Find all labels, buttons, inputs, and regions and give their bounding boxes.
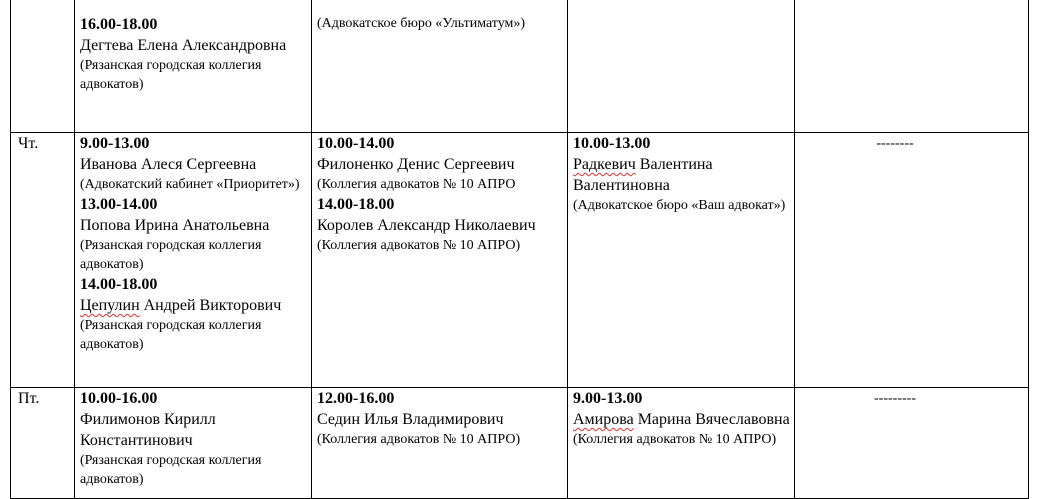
time-range: 10.00-16.00 — [80, 390, 158, 407]
table-row — [11, 133, 1029, 388]
lawyer-name: Амирова Марина Вячеславовна — [573, 411, 790, 428]
lawyer-entry — [80, 133, 307, 194]
lawyer-name: Попова Ирина Анатольевна — [80, 217, 270, 234]
lawyer-entry — [317, 388, 563, 449]
time-range: 9.00-13.00 — [573, 390, 643, 407]
organization: (Рязанская городская коллегия адвокатов) — [80, 453, 262, 487]
schedule-cell — [568, 133, 795, 388]
schedule-cell — [795, 0, 1029, 133]
time-range: 14.00-18.00 — [80, 276, 158, 293]
lawyer-name: Седин Илья Владимирович — [317, 411, 504, 428]
spellcheck-flagged-word: Амирова — [573, 411, 634, 428]
schedule-cell — [75, 388, 312, 499]
spellcheck-flagged-word: Цепулин — [80, 297, 140, 314]
empty-placeholder: --------- — [874, 391, 916, 406]
schedule-cell — [312, 0, 568, 133]
organization: (Рязанская городская коллегия адвокатов) — [80, 238, 262, 272]
organization: (Рязанская городская коллегия адвокатов) — [80, 58, 262, 92]
table-row — [11, 388, 1029, 499]
organization: (Коллегия адвокатов № 10 АПРО) — [317, 432, 521, 447]
lawyer-name: Цепулин Андрей Викторович — [80, 297, 282, 314]
table-row — [11, 0, 1029, 133]
schedule-cell — [795, 388, 1029, 499]
organization: (Адвокатское бюро «Ваш адвокат») — [573, 198, 786, 213]
schedule-cell — [312, 388, 568, 499]
schedule-cell — [75, 133, 312, 388]
time-range: 12.00-16.00 — [317, 390, 395, 407]
time-range: 13.00-14.00 — [80, 196, 158, 213]
organization: (Рязанская городская коллегия адвокатов) — [80, 318, 262, 352]
lawyer-entry — [317, 194, 563, 255]
empty-placeholder: -------- — [876, 136, 914, 151]
schedule-cell — [75, 0, 312, 133]
time-range: 14.00-18.00 — [317, 196, 395, 213]
organization: (Адвокатское бюро «Ультиматум») — [317, 16, 526, 31]
lawyer-name: Дегтева Елена Александровна — [80, 37, 287, 54]
schedule-cell — [568, 0, 795, 133]
day-cell — [11, 0, 75, 133]
schedule-cell — [312, 133, 568, 388]
lawyer-name: Филимонов Кирилл Константинович — [80, 411, 216, 449]
time-range: 9.00-13.00 — [80, 135, 150, 152]
day-cell — [11, 133, 75, 388]
duty-schedule-table — [10, 0, 1029, 499]
lawyer-entry — [573, 133, 790, 215]
organization: (Коллегия адвокатов № 10 АПРО) — [573, 432, 777, 447]
organization: (Коллегия адвокатов № 10 АПРО — [317, 177, 516, 192]
time-range: 10.00-14.00 — [317, 135, 395, 152]
lawyer-name: Королев Александр Николаевич — [317, 217, 536, 234]
organization: (Коллегия адвокатов № 10 АПРО) — [317, 238, 521, 253]
day-label: Чт. — [18, 135, 39, 152]
lawyer-entry — [80, 388, 307, 489]
lawyer-name: Радкевич Валентина Валентиновна — [573, 156, 713, 194]
lawyer-name: Иванова Алеся Сергеевна — [80, 156, 257, 173]
organization: (Адвокатский кабинет «Приоритет») — [80, 177, 300, 192]
lawyer-entry — [573, 388, 790, 449]
day-label: Пт. — [18, 390, 40, 407]
time-range: 10.00-13.00 — [573, 135, 651, 152]
spellcheck-flagged-word: Радкевич — [573, 156, 636, 173]
lawyer-name: Филоненко Денис Сергеевич — [317, 156, 515, 173]
time-range: 16.00-18.00 — [80, 16, 158, 33]
schedule-cell — [568, 388, 795, 499]
lawyer-entry — [80, 274, 307, 354]
lawyer-entry — [317, 14, 563, 33]
lawyer-entry — [317, 133, 563, 194]
schedule-cell — [795, 133, 1029, 388]
day-cell — [11, 388, 75, 499]
lawyer-entry — [80, 194, 307, 274]
lawyer-entry — [80, 14, 307, 94]
